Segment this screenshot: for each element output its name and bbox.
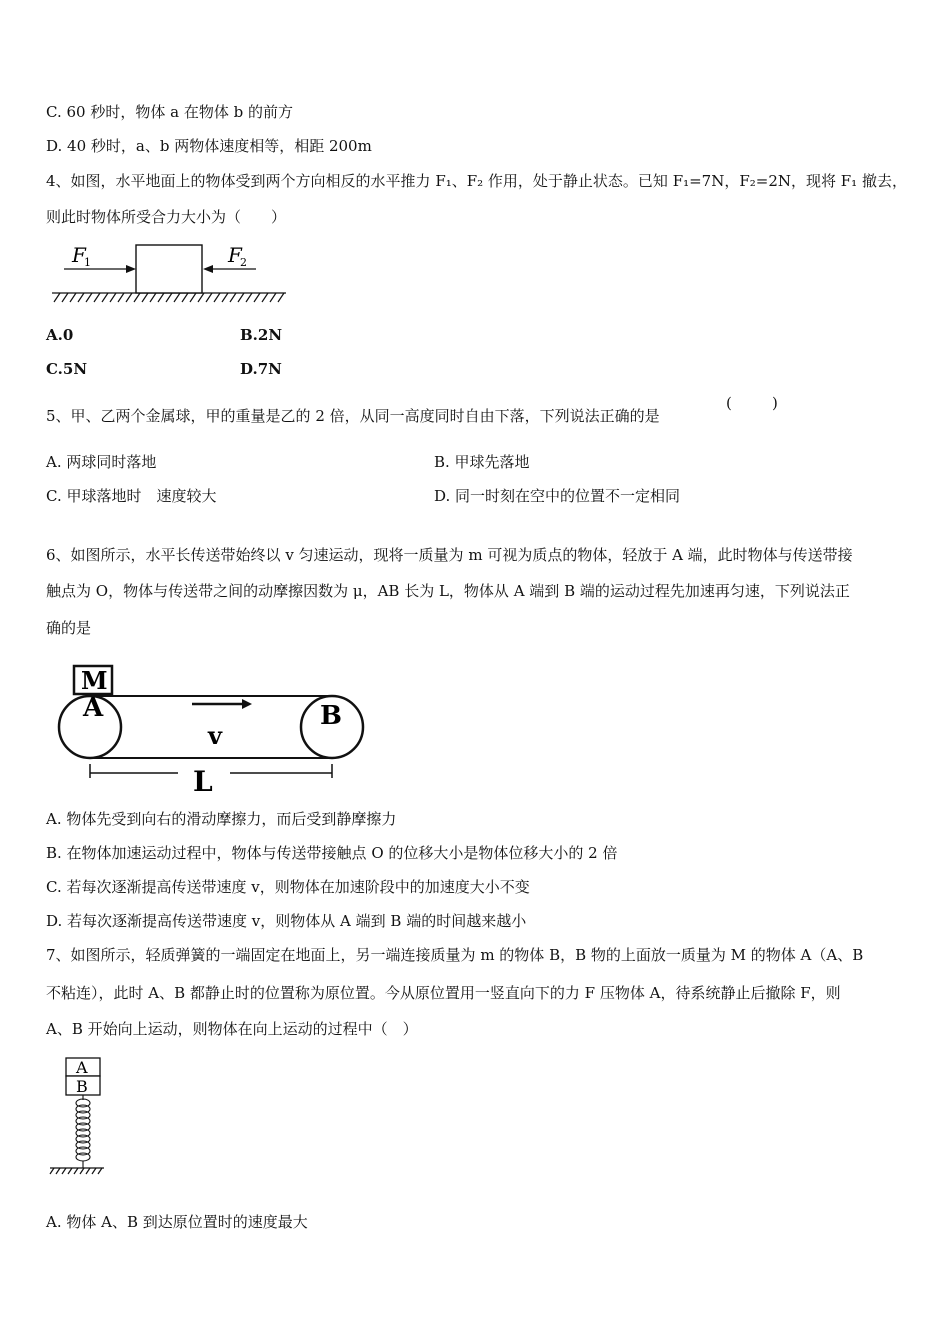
ground-hatch xyxy=(52,293,286,302)
q7-stem-line2: 不粘连），此时 A、B 都静止时的位置称为原位置。今从原位置用一竖直向下的力 F 压物体 A，待系统静止后撤除 F，则 xyxy=(46,984,841,1002)
velocity-arrow xyxy=(192,699,252,709)
velocity-label: v xyxy=(208,721,222,750)
q7-stem-line3: A、B 开始向上运动，则物体在向上运动的过程中（ ） xyxy=(46,1020,418,1038)
q6-stem-line1: 6、如图所示，水平长传送带始终以 v 匀速运动，现将一质量为 m 可视为质点的物体，轻放于 A 端，此时物体与传送带接 xyxy=(46,546,853,564)
q6-option-b[interactable]: B. 在物体加速运动过程中，物体与传送带接触点 O 的位移大小是物体位移大小的 2 倍 xyxy=(46,844,618,862)
q6-conveyor-diagram xyxy=(50,658,370,798)
q5-option-b[interactable]: B. 甲球先落地 xyxy=(434,453,530,471)
q7-stem-line1: 7、如图所示，轻质弹簧的一端固定在地面上，另一端连接质量为 m 的物体 B，B 物的上面放一质量为 M 的物体 A（A、B xyxy=(46,946,864,964)
block-b-label: B xyxy=(76,1077,88,1096)
spring xyxy=(76,1095,90,1168)
block xyxy=(136,245,202,293)
prev-option-c: C. 60 秒时，物体 a 在物体 b 的前方 xyxy=(46,103,293,121)
length-label: L xyxy=(193,765,213,798)
f1-label: F xyxy=(72,243,86,267)
q5-option-c[interactable]: C. 甲球落地时 速度较大 xyxy=(46,487,217,505)
q6-option-a[interactable]: A. 物体先受到向右的滑动摩擦力，而后受到静摩擦力 xyxy=(46,810,397,828)
prev-option-d: D. 40 秒时，a、b 两物体速度相等，相距 200m xyxy=(46,137,372,155)
q7-option-a[interactable]: A. 物体 A、B 到达原位置时的速度最大 xyxy=(46,1213,308,1231)
block-a-label: A xyxy=(76,1058,88,1077)
q4-option-d[interactable]: D.7N xyxy=(240,360,282,378)
q4-stem-line1: 4、如图，水平地面上的物体受到两个方向相反的水平推力 F₁、F₂ 作用，处于静止状态。已知 F₁=7N，F₂=2N，现将 F₁ 撤去， xyxy=(46,172,907,190)
q4-force-diagram xyxy=(46,240,296,310)
q5-answer-paren-open: ( xyxy=(726,394,732,412)
q5-answer-paren-close: ) xyxy=(772,394,778,412)
q5-option-d[interactable]: D. 同一时刻在空中的位置不一定相同 xyxy=(434,487,681,505)
q5-option-a[interactable]: A. 两球同时落地 xyxy=(46,453,157,471)
block-m-label: M xyxy=(81,666,108,695)
q5-stem: 5、甲、乙两个金属球，甲的重量是乙的 2 倍，从同一高度同时自由下落，下列说法正确的是 xyxy=(46,407,660,425)
q7-spring-diagram xyxy=(46,1054,116,1179)
pulley-b-label: B xyxy=(320,701,342,731)
q4-option-b[interactable]: B.2N xyxy=(240,326,283,344)
ground-hatch xyxy=(50,1168,104,1174)
f1-subscript: 1 xyxy=(84,256,91,269)
pulley-a-label: A xyxy=(83,693,104,723)
q4-option-a[interactable]: A.0 xyxy=(46,326,74,344)
q6-option-c[interactable]: C. 若每次逐渐提高传送带速度 v，则物体在加速阶段中的加速度大小不变 xyxy=(46,878,530,896)
q4-stem-line2: 则此时物体所受合力大小为（ ） xyxy=(46,208,287,226)
q6-stem-line2: 触点为 O，物体与传送带之间的动摩擦因数为 μ，AB 长为 L，物体从 A 端到 B 端的运动过程先加速再匀速，下列说法正 xyxy=(46,582,850,600)
q6-stem-line3: 确的是 xyxy=(46,619,92,637)
q6-option-d[interactable]: D. 若每次逐渐提高传送带速度 v，则物体从 A 端到 B 端的时间越来越小 xyxy=(46,912,527,930)
q4-option-c[interactable]: C.5N xyxy=(46,360,88,378)
f2-label: F xyxy=(228,243,242,267)
f2-subscript: 2 xyxy=(240,256,247,269)
